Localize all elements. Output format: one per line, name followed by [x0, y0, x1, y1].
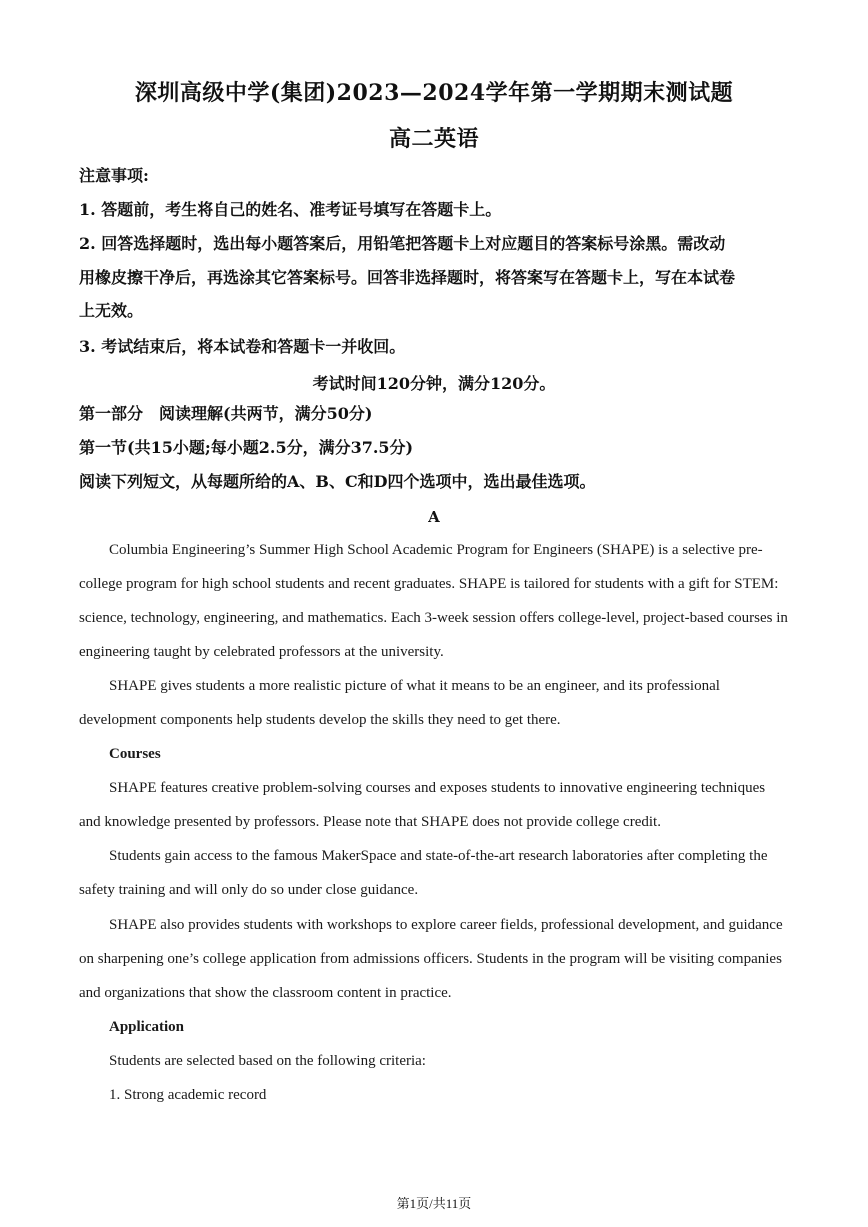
- notice-item-3: 3. 考试结束后，将本试卷和答题卡一并收回。: [79, 337, 406, 356]
- notice-item-2-line-2: 用橡皮擦干净后，再选涂其它答案标号。回答非选择题时，将答案写在答题卡上，写在本试卷: [79, 268, 736, 287]
- passage-paragraph-1-text: Columbia Engineering’s Summer High School Academic Program for Engineers (SHAPE) is a selective pre-college program for high school students and recent graduates. SHAPE is tailored for students with a gift for STEM: science, technology, engineering, and mathematics. Each 3-week session offers college-level, project-based courses in engineering taught by celebrated professors at the university.: [79, 542, 788, 660]
- passage-paragraph-4: [79, 839, 789, 907]
- passage-paragraph-6: [79, 1044, 789, 1078]
- reading-instruction: 阅读下列短文，从每题所给的A、B、C和D四个选项中，选出最佳选项。: [79, 472, 596, 491]
- page-number: 第1页/共11页: [396, 1196, 472, 1211]
- notice-heading: 注意事项:: [79, 166, 149, 185]
- courses-heading-text: Courses: [109, 746, 161, 762]
- passage-paragraph-3: [79, 771, 789, 839]
- notice-item-2-line-1: 2. 回答选择题时，选出每小题答案后，用铅笔把答题卡上对应题目的答案标号涂黑。需改动: [79, 234, 726, 253]
- criterion-1-text: 1. Strong academic record: [109, 1087, 267, 1103]
- part1-heading: 第一部分 阅读理解(共两节，满分50分): [79, 404, 373, 423]
- passage-paragraph-5-text: SHAPE also provides students with workshops to explore career fields, professional development, and guidance on sharpening one’s college application from admissions officers. Students in the program will be visiting companies and organizations that show the classroom content in practice.: [79, 917, 783, 1001]
- passage-label: A: [428, 508, 440, 526]
- notice-item-2-line-3: 上无效。: [79, 301, 144, 320]
- application-heading: [79, 1010, 789, 1044]
- application-heading-text: Application: [109, 1019, 185, 1035]
- notice-item-1: 1. 答题前，考生将自己的姓名、准考证号填写在答题卡上。: [79, 200, 502, 219]
- passage-paragraph-1: [79, 533, 789, 669]
- exam-time-info: 考试时间120分钟，满分120分。: [312, 374, 556, 393]
- courses-heading: [79, 737, 789, 771]
- criterion-1: [79, 1078, 789, 1112]
- section1-heading: 第一节(共15小题;每小题2.5分，满分37.5分): [79, 438, 414, 457]
- passage-paragraph-2: [79, 669, 789, 737]
- passage-paragraph-2-text: SHAPE gives students a more realistic picture of what it means to be an engineer, and its professional development components help students develop the skills they need to get there.: [79, 678, 720, 728]
- passage-paragraph-5: [79, 908, 789, 1010]
- passage-paragraph-4-text: Students gain access to the famous MakerSpace and state-of-the-art research laboratories after completing the safety training and will only do so under close guidance.: [79, 848, 768, 898]
- subject-title: 高二英语: [388, 126, 479, 152]
- passage-paragraph-3-text: SHAPE features creative problem-solving courses and exposes students to innovative engineering techniques and knowledge presented by professors. Please note that SHAPE does not provide college credit.: [79, 780, 766, 830]
- passage-paragraph-6-text: Students are selected based on the following criteria:: [109, 1053, 426, 1069]
- exam-title: 深圳高级中学(集团)2023—2024学年第一学期期末测试题: [134, 80, 734, 106]
